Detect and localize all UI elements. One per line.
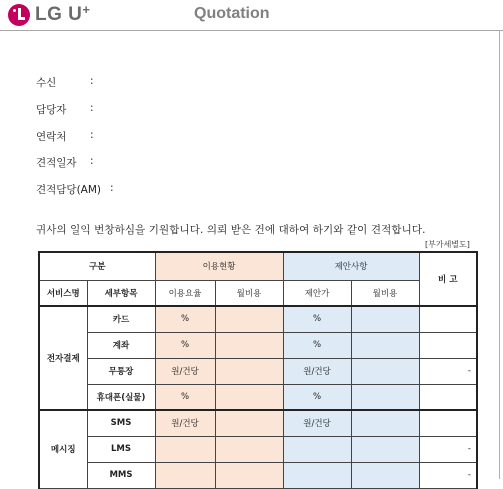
header-proposal: 제안사항 <box>283 252 419 280</box>
page-header <box>0 0 503 30</box>
lg-face-icon <box>8 4 30 26</box>
monthly-cost-cell <box>351 306 419 332</box>
colon: : <box>90 75 94 87</box>
am-label: 견적담당(AM) <box>36 184 102 196</box>
info-account-manager <box>36 182 114 197</box>
item-label: 무통장 <box>87 358 155 384</box>
document-title: Quotation <box>194 5 270 22</box>
remark-cell <box>419 410 477 436</box>
monthly-cost-cell <box>215 358 283 384</box>
proposal-price-cell: % <box>283 306 351 332</box>
monthly-cost-cell <box>351 410 419 436</box>
item-label: LMS <box>87 436 155 462</box>
monthly-cost-cell <box>215 306 283 332</box>
group-electronic-payment: 전자결제 <box>39 306 87 410</box>
header-divider <box>0 30 503 31</box>
monthly-cost-cell <box>215 410 283 436</box>
header-monthly-cost-proposal: 월비용 <box>351 280 419 306</box>
proposal-price-cell: 원/건당 <box>283 410 351 436</box>
monthly-cost-cell <box>215 436 283 462</box>
page-edge-line <box>499 30 500 479</box>
table-row <box>39 384 477 410</box>
lg-uplus-logo <box>8 2 90 28</box>
group-messaging: 메시징 <box>39 410 87 488</box>
remark-cell: - <box>419 436 477 462</box>
info-date <box>36 155 94 170</box>
usage-rate-cell <box>155 436 215 462</box>
usage-rate-cell: % <box>155 384 215 410</box>
proposal-price-cell: % <box>283 332 351 358</box>
remark-cell <box>419 306 477 332</box>
proposal-price-cell <box>283 462 351 488</box>
remark-cell <box>419 332 477 358</box>
header-service-name: 서비스명 <box>39 280 87 306</box>
info-recipient <box>36 75 94 90</box>
contact-label: 연락처 <box>36 131 67 143</box>
colon: : <box>110 182 114 194</box>
monthly-cost-cell <box>351 358 419 384</box>
table-row <box>39 358 477 384</box>
monthly-cost-cell <box>215 384 283 410</box>
monthly-cost-cell <box>215 332 283 358</box>
table-row <box>39 462 477 488</box>
vat-note: [부가세별도] <box>425 240 470 249</box>
item-label: SMS <box>87 410 155 436</box>
header-category: 구분 <box>39 252 155 280</box>
monthly-cost-cell <box>351 332 419 358</box>
date-label: 견적일자 <box>36 157 77 169</box>
header-detail-item: 세부항목 <box>87 280 155 306</box>
proposal-price-cell: 원/건당 <box>283 358 351 384</box>
colon: : <box>90 155 94 167</box>
proposal-price-cell <box>283 436 351 462</box>
header-remark: 비 고 <box>419 252 477 306</box>
header-monthly-cost-current: 월비용 <box>215 280 283 306</box>
greeting-text: 귀사의 일익 번창하심을 기원합니다. 의뢰 받은 건에 대하여 하기와 같이 견적합니다. <box>36 224 426 236</box>
proposal-price-cell: % <box>283 384 351 410</box>
monthly-cost-cell <box>351 462 419 488</box>
header-usage-rate: 이용요율 <box>155 280 215 306</box>
remark-cell <box>419 384 477 410</box>
manager-label: 담당자 <box>36 104 67 116</box>
usage-rate-cell <box>155 462 215 488</box>
remark-cell: - <box>419 358 477 384</box>
table-row <box>39 332 477 358</box>
item-label: 카드 <box>87 306 155 332</box>
usage-rate-cell: % <box>155 332 215 358</box>
item-label: 휴대폰(실물) <box>87 384 155 410</box>
table-row <box>39 410 477 436</box>
item-label: MMS <box>87 462 155 488</box>
monthly-cost-cell <box>351 384 419 410</box>
usage-rate-cell: % <box>155 306 215 332</box>
info-manager <box>36 102 94 117</box>
info-contact <box>36 129 94 144</box>
remark-cell: - <box>419 462 477 488</box>
usage-rate-cell: 원/건당 <box>155 410 215 436</box>
quotation-table <box>38 251 478 489</box>
table-row <box>39 436 477 462</box>
monthly-cost-cell <box>351 436 419 462</box>
table-row <box>39 306 477 332</box>
usage-rate-cell: 원/건당 <box>155 358 215 384</box>
monthly-cost-cell <box>215 462 283 488</box>
colon: : <box>90 129 94 141</box>
header-proposal-price: 제안가 <box>283 280 351 306</box>
colon: : <box>90 102 94 114</box>
logo-text: LG U+ <box>35 2 91 25</box>
item-label: 계좌 <box>87 332 155 358</box>
recipient-label: 수신 <box>36 77 57 89</box>
header-current-usage: 이용현황 <box>155 252 283 280</box>
